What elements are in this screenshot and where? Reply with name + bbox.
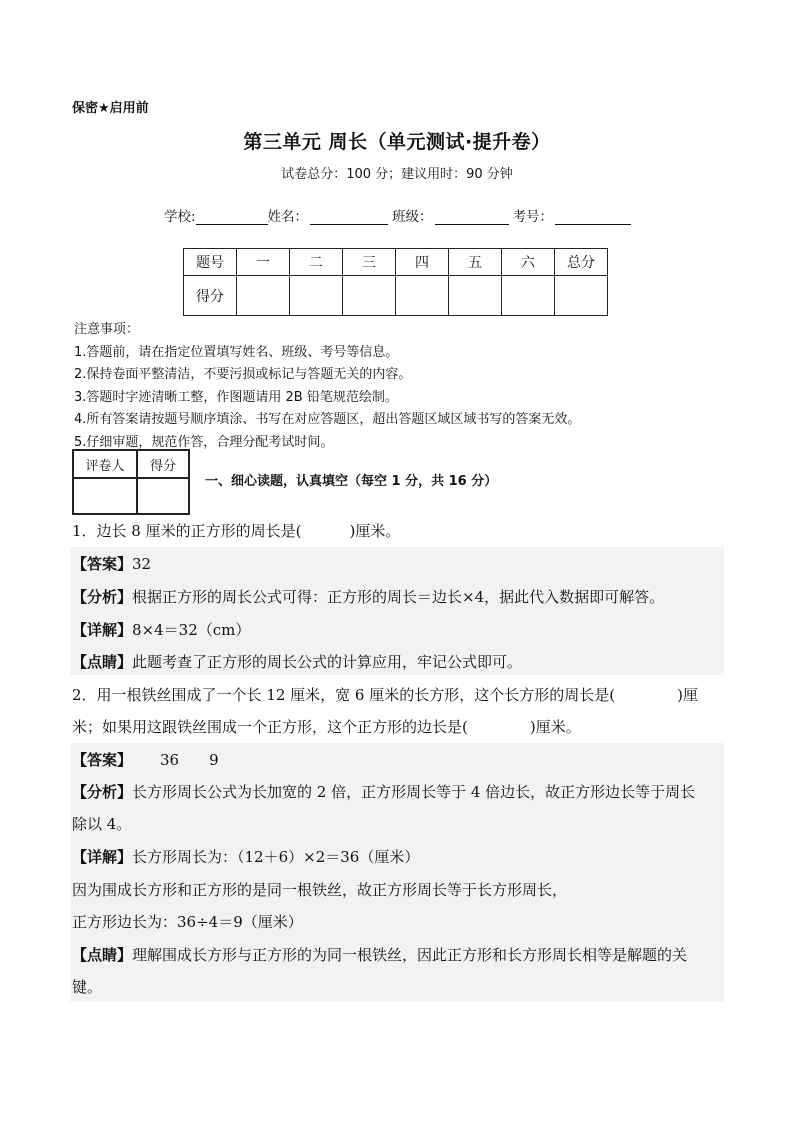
comment-tag: 【点睛】	[72, 653, 133, 671]
analysis-tag: 【分析】	[72, 783, 133, 801]
score-row-label: 得分	[184, 276, 237, 316]
comment-text: 理解围成长方形与正方形的为同一根铁丝，因此正方形和长方形周长相等是解题的关	[132, 946, 688, 964]
score-header-cell: 题号	[184, 249, 237, 276]
exam-no-field[interactable]	[555, 210, 631, 225]
note-item: 2.保持卷面平整清洁，不要污损或标记与答题无关的内容。	[74, 367, 412, 382]
score-cell[interactable]	[502, 276, 555, 316]
question-1-text-end: )厘米。	[349, 522, 401, 540]
notes-section	[74, 319, 580, 454]
score-header-cell: 三	[343, 249, 396, 276]
school-label: 学校:	[164, 209, 196, 225]
question-2-text-b: )厘	[677, 686, 698, 704]
analysis-text: 长方形周长公式为长加宽的 2 倍，正方形周长等于 4 倍边长，故正方形边长等于周长	[132, 783, 696, 801]
score-header-cell: 五	[449, 249, 502, 276]
q2-detail-line3: 正方形边长为：36÷4＝9（厘米）	[72, 913, 303, 931]
score-cell[interactable]	[237, 276, 290, 316]
question-2-text-d: )厘米。	[529, 718, 581, 736]
question-2	[72, 684, 698, 705]
score-cell[interactable]	[449, 276, 502, 316]
q1-analysis	[72, 586, 664, 607]
score-header-cell: 六	[502, 249, 555, 276]
q2-comment-line2: 键。	[72, 978, 103, 996]
name-label: 姓名：	[267, 209, 309, 225]
name-field[interactable]	[310, 210, 388, 225]
question-1-text: 1．边长 8 厘米的正方形的周长是(	[72, 522, 302, 540]
q2-detail	[72, 846, 419, 867]
q2-analysis-line2: 除以 4。	[72, 815, 132, 833]
detail-text: 长方形周长为：（12＋6）×2＝36（厘米）	[132, 848, 420, 866]
class-field[interactable]	[435, 210, 509, 225]
q1-detail	[72, 619, 250, 640]
note-item: 1.答题前，请在指定位置填写姓名、班级、考号等信息。	[74, 344, 399, 360]
score-cell[interactable]	[343, 276, 396, 316]
school-field[interactable]	[196, 210, 268, 225]
grader-label: 评卷人	[73, 450, 137, 478]
grader-name-cell[interactable]	[73, 478, 137, 514]
confidential-label: 保密★启用前	[72, 101, 149, 116]
answer-tag: 【答案】	[72, 555, 133, 573]
q2-comment	[72, 944, 687, 965]
answer-value: 32	[132, 555, 152, 573]
score-cell[interactable]	[396, 276, 449, 316]
question-1	[72, 520, 400, 541]
detail-text: 8×4＝32（cm）	[132, 621, 251, 639]
score-table	[183, 248, 608, 316]
q2-analysis	[72, 781, 695, 802]
detail-tag: 【详解】	[72, 848, 133, 866]
q1-answer	[72, 553, 151, 574]
comment-tag: 【点睛】	[72, 946, 133, 964]
notes-title: 注意事项：	[74, 322, 140, 337]
page-title: 第三单元 周长（单元测试·提升卷）	[243, 131, 551, 153]
detail-tag: 【详解】	[72, 621, 133, 639]
score-header-cell: 总分	[555, 249, 608, 276]
score-cell[interactable]	[555, 276, 608, 316]
note-item: 5.仔细审题，规范作答，合理分配考试时间。	[74, 434, 334, 450]
answer-value-2: 9	[209, 751, 219, 769]
score-header-cell: 一	[237, 249, 290, 276]
section-title: 一、细心读题，认真填空（每空 1 分，共 16 分）	[205, 474, 498, 489]
answer-tag: 【答案】	[72, 751, 133, 769]
answer-value-1: 36	[160, 751, 180, 769]
exam-subtitle: 试卷总分：100 分；建议用时：90 分钟	[281, 167, 513, 182]
note-item: 3.答题时字迹清晰工整，作图题请用 2B 铅笔规范绘制。	[74, 389, 398, 405]
grader-table	[72, 449, 190, 515]
score-header-cell: 二	[290, 249, 343, 276]
class-label: 班级：	[392, 209, 433, 225]
question-2-text-c: 米；如果用这跟铁丝围成一个正方形，这个正方形的边长是(	[72, 718, 468, 736]
student-info-row	[164, 205, 631, 225]
analysis-tag: 【分析】	[72, 588, 133, 606]
score-cell[interactable]	[290, 276, 343, 316]
q2-detail-line2: 因为围成长方形和正方形的是同一根铁丝，故正方形周长等于长方形周长，	[72, 881, 568, 899]
score-header-cell: 四	[396, 249, 449, 276]
q2-answer	[72, 749, 219, 770]
question-2-text: 2．用一根铁丝围成了一个长 12 厘米，宽 6 厘米的长方形，这个长方形的周长是(	[72, 686, 616, 704]
grader-score-cell[interactable]	[137, 478, 189, 514]
note-item: 4.所有答案请按题号顺序填涂、书写在对应答题区，超出答题区域区域书写的答案无效。	[74, 412, 581, 427]
analysis-text: 根据正方形的周长公式可得：正方形的周长＝边长×4，据此代入数据即可解答。	[132, 588, 665, 606]
exam-no-label: 考号：	[512, 209, 554, 225]
grader-score-label: 得分	[137, 450, 189, 478]
comment-text: 此题考查了正方形的周长公式的计算应用，牢记公式即可。	[132, 653, 523, 671]
q1-comment	[72, 651, 522, 672]
question-2-line2	[72, 716, 581, 737]
